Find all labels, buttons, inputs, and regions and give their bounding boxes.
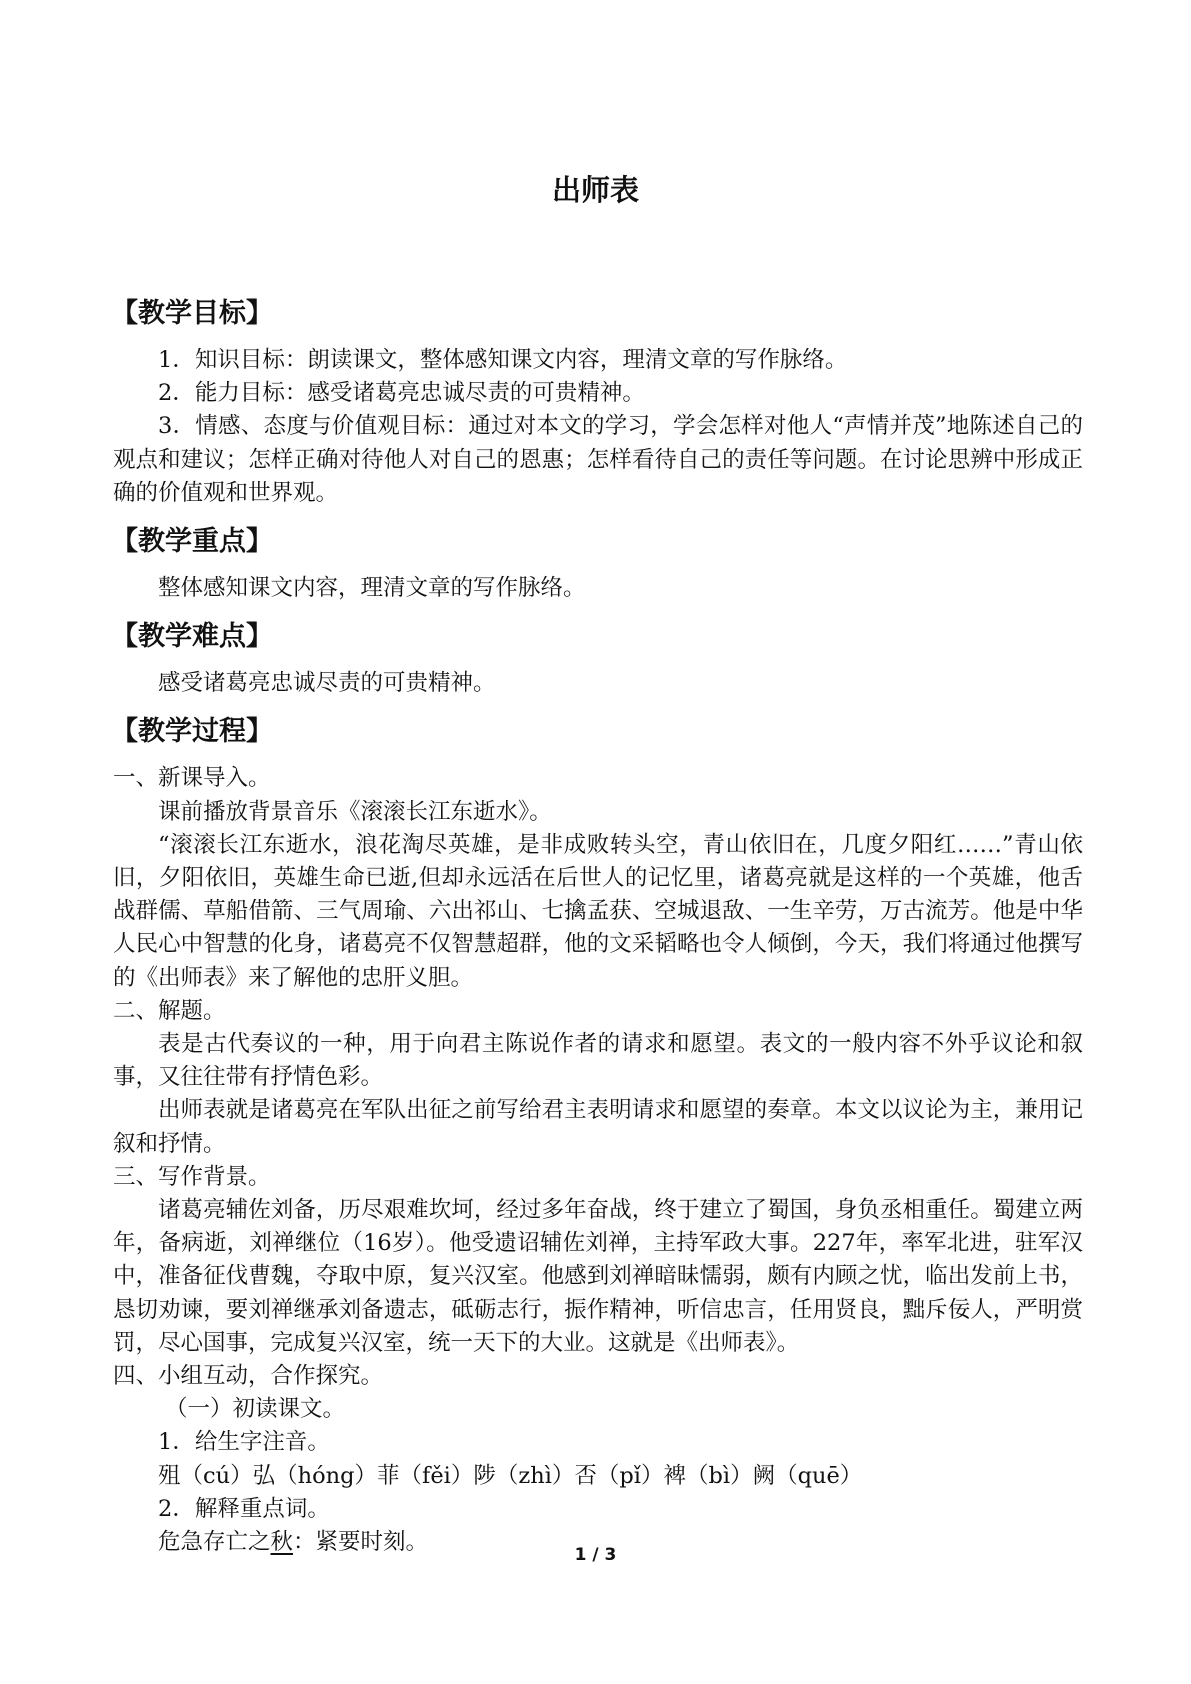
process-heading: 一、新课导入。: [113, 765, 271, 792]
process-paragraph: 课前播放背景音乐《滚滚长江东逝水》。: [158, 798, 552, 825]
process-paragraph: 出师表就是诸葛亮在军队出征之前写给君主表明请求和愿望的奏章。本文以议论为主，兼用记叙和抒情。: [113, 1097, 1083, 1157]
section-heading-key: 【教学重点】: [111, 526, 273, 558]
section-heading-goals: 【教学目标】: [111, 298, 273, 329]
process-heading: 三、写作背景。: [113, 1163, 271, 1190]
goal-item: 3．情感、态度与价值观目标：通过对本文的学习，学会怎样对他人“声情并茂”地陈述自己的观点和建议；怎样正确对待他人对自己的恩惠；怎样看待自己的责任等问题。在讨论思辨中形成正确的价值观和世界观。: [113, 413, 1083, 506]
difficult-point-text: 感受诸葛亮忠诚尽责的可贵精神。: [158, 670, 496, 697]
process-paragraph: 表是古代奏议的一种，用于向君主陈说作者的请求和愿望。表文的一般内容不外乎议论和叙事，又往往带有抒情色彩。: [113, 1031, 1083, 1091]
key-point-text: 整体感知课文内容，理清文章的写作脉络。: [158, 575, 586, 602]
process-item: 2．解释重点词。: [158, 1495, 330, 1522]
section-heading-process: 【教学过程】: [111, 716, 273, 748]
goal-item: 2．能力目标：感受诸葛亮忠诚尽责的可贵精神。: [158, 380, 645, 407]
vocab-phrase: 危急存亡之: [158, 1529, 271, 1556]
goal-item: 1．知识目标：朗读课文，整体感知课文内容，理清文章的写作脉络。: [158, 347, 848, 373]
vocab-keyword: 秋: [270, 1529, 294, 1556]
process-paragraph: “滚滚长江东逝水，浪花淘尽英雄，是非成败转头空，青山依旧在，几度夕阳红……”青山依旧，夕阳依旧，英雄生命已逝,但却永远活在后世人的记忆里，诸葛亮就是这样的一个英雄，他舌战群儒、草船借箭、三气周瑜、六出祁山、七擒孟获、空城退敌、一生辛劳，万古流芳。他是中华人民心中智慧的化身，诸葛亮不仅智慧超群，他的文采韬略也令人倾倒，今天，我们将通过他撰写的《出师表》来了解他的忠肝义胆。: [113, 831, 1083, 991]
process-paragraph: 诸葛亮辅佐刘备，历尽艰难坎坷，经过多年奋战，终于建立了蜀国，身负丞相重任。蜀建立两年，备病逝，刘禅继位（16岁）。他受遗诏辅佐刘禅，主持军政大事。227年，率军北进，驻军汉中，准备征伐曹魏，夺取中原，复兴汉室。他感到刘禅暗昧懦弱，颇有内顾之忧，临出发前上书，恳切劝谏，要刘禅继承刘备遗志，砥砺志行，振作精神，听信忠言，任用贤良，黜斥佞人，严明赏罚，尽心国事，完成复兴汉室，统一天下的大业。这就是《出师表》。: [113, 1197, 1083, 1356]
process-subheading: （一）初读课文。: [165, 1396, 346, 1423]
process-heading: 四、小组互动，合作探究。: [113, 1363, 384, 1390]
process-heading: 二、解题。: [113, 997, 226, 1024]
document-body: [113, 294, 1083, 1559]
document-title: 出师表: [551, 173, 639, 207]
vocab-definition: ：紧要时刻。: [293, 1529, 429, 1556]
process-item: 1．给生字注音。: [158, 1429, 330, 1456]
pinyin-line: 殂（cú）弘（hóng）菲（fěi）陟（zhì）否（pǐ）裨（bì）阙（quē）: [158, 1462, 863, 1489]
section-heading-difficult: 【教学难点】: [111, 621, 273, 653]
page-number: 1 / 3: [574, 1545, 617, 1565]
